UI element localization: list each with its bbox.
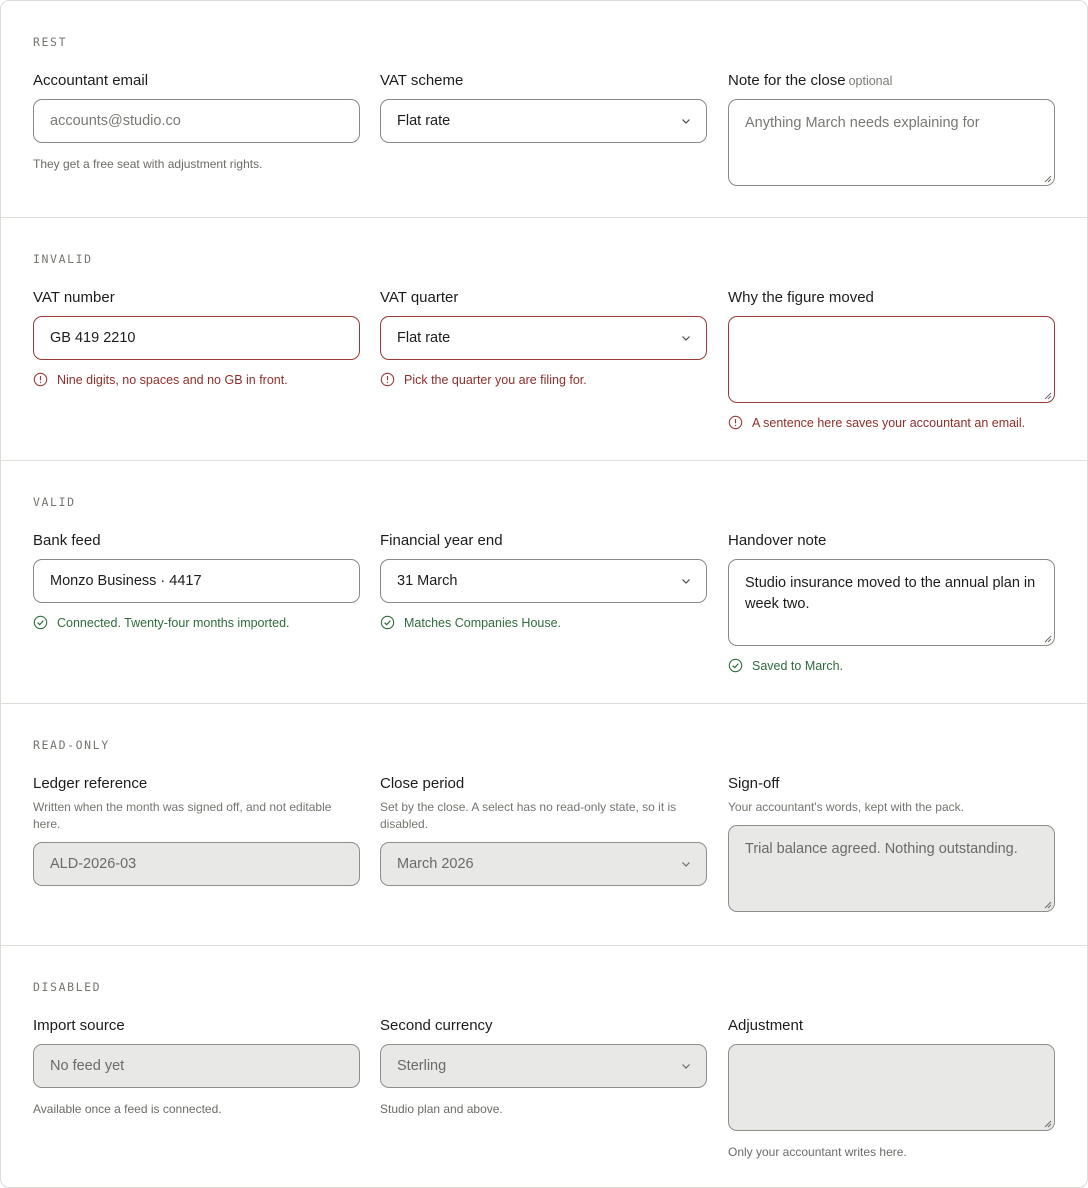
adjustment-field	[728, 1016, 1055, 1161]
field-hint: Only your accountant writes here.	[728, 1145, 907, 1159]
resize-handle-icon	[1043, 1119, 1052, 1128]
adjustment-textarea	[728, 1044, 1055, 1131]
success-text: Connected. Twenty-four months imported.	[57, 615, 290, 630]
import-source-field	[33, 1016, 360, 1118]
field-hint: They get a free seat with adjustment rights.	[33, 157, 263, 171]
field-label: Financial year end	[380, 532, 503, 549]
chevron-down-icon	[681, 576, 691, 586]
close-period-field	[380, 774, 707, 886]
chevron-down-icon	[681, 859, 691, 869]
section-invalid	[1, 218, 1087, 461]
success-message	[33, 614, 360, 631]
bank-feed-input[interactable]	[33, 559, 360, 603]
section-valid	[1, 461, 1087, 704]
resize-handle-icon[interactable]	[1043, 174, 1052, 183]
select-value: March 2026	[397, 856, 474, 872]
section-label: INVALID	[33, 252, 93, 266]
select-value: Sterling	[397, 1058, 447, 1074]
alert-circle-icon	[728, 415, 743, 430]
error-text: A sentence here saves your accountant an email.	[752, 415, 1026, 430]
check-circle-icon	[33, 615, 48, 630]
field-label: VAT number	[33, 289, 115, 306]
select-value: Flat rate	[397, 113, 451, 129]
success-text: Matches Companies House.	[404, 615, 562, 630]
select-value: 31 March	[397, 573, 458, 589]
section-label: VALID	[33, 495, 76, 509]
field-label: Adjustment	[728, 1017, 804, 1034]
chevron-down-icon	[681, 1061, 691, 1071]
success-message	[728, 657, 1055, 674]
resize-handle-icon[interactable]	[1043, 391, 1052, 400]
second-currency-select	[380, 1044, 707, 1088]
chevron-down-icon	[681, 116, 691, 126]
sign-off-field	[728, 774, 1055, 912]
field-label: Bank feed	[33, 532, 101, 549]
bank-feed-field	[33, 531, 360, 631]
error-message	[728, 414, 1055, 431]
field-label: Accountant email	[33, 72, 149, 89]
field-description: Your accountant's words, kept with the pack.	[728, 800, 964, 814]
vat-number-field	[33, 288, 360, 388]
optional-tag: optional	[848, 74, 893, 88]
field-label	[728, 71, 1055, 91]
close-note-textarea[interactable]	[728, 99, 1055, 186]
error-text: Pick the quarter you are filing for.	[404, 372, 587, 387]
close-note-field	[728, 71, 1055, 186]
input-value: GB 419 2210	[50, 330, 136, 346]
resize-handle-icon[interactable]	[1043, 634, 1052, 643]
alert-circle-icon	[33, 372, 48, 387]
handover-note-field	[728, 531, 1055, 674]
input-placeholder: accounts@studio.co	[50, 113, 181, 129]
field-label-text: Note for the close	[728, 72, 846, 89]
chevron-down-icon	[681, 333, 691, 343]
section-readonly	[1, 704, 1087, 946]
section-rest	[1, 1, 1087, 218]
input-placeholder: No feed yet	[50, 1058, 125, 1074]
field-label: VAT quarter	[380, 289, 459, 306]
year-end-select[interactable]	[380, 559, 707, 603]
input-value: ALD-2026-03	[50, 856, 137, 872]
handover-note-textarea[interactable]	[728, 559, 1055, 646]
success-message	[380, 614, 707, 631]
field-label: Why the figure moved	[728, 289, 874, 306]
close-period-select	[380, 842, 707, 886]
import-source-input	[33, 1044, 360, 1088]
field-label: Second currency	[380, 1017, 493, 1034]
why-moved-field	[728, 288, 1055, 431]
field-description: Written when the month was signed off, and not editable here.	[33, 800, 332, 831]
section-label: DISABLED	[33, 980, 102, 994]
error-message	[380, 371, 707, 388]
field-label: Sign-off	[728, 775, 780, 792]
check-circle-icon	[728, 658, 743, 673]
vat-quarter-select[interactable]	[380, 316, 707, 360]
alert-circle-icon	[380, 372, 395, 387]
year-end-field	[380, 531, 707, 631]
field-hint: Studio plan and above.	[380, 1102, 503, 1116]
vat-quarter-field	[380, 288, 707, 388]
textarea-value: Studio insurance moved to the annual plan in week two.	[745, 575, 1036, 612]
field-label: Close period	[380, 775, 465, 792]
field-description: Set by the close. A select has no read-only state, so it is disabled.	[380, 800, 677, 831]
section-disabled	[1, 946, 1087, 1188]
field-label: VAT scheme	[380, 72, 464, 89]
input-value: Monzo Business · 4417	[50, 573, 202, 589]
why-moved-textarea[interactable]	[728, 316, 1055, 403]
resize-handle-icon	[1043, 900, 1052, 909]
field-hint: Available once a feed is connected.	[33, 1102, 222, 1116]
error-message	[33, 371, 360, 388]
error-text: Nine digits, no spaces and no GB in front.	[57, 372, 288, 387]
section-label: REST	[33, 35, 68, 49]
textarea-value: Trial balance agreed. Nothing outstanding.	[745, 841, 1018, 857]
success-text: Saved to March.	[752, 658, 844, 673]
second-currency-field	[380, 1016, 707, 1118]
field-label: Handover note	[728, 532, 827, 549]
vat-scheme-select[interactable]	[380, 99, 707, 143]
textarea-placeholder: Anything March needs explaining for	[745, 115, 980, 131]
vat-number-input[interactable]	[33, 316, 360, 360]
field-label: Ledger reference	[33, 775, 148, 792]
accountant-email-field	[33, 71, 360, 173]
field-label: Import source	[33, 1017, 125, 1034]
ledger-reference-field	[33, 774, 360, 886]
select-value: Flat rate	[397, 330, 451, 346]
sign-off-textarea[interactable]	[728, 825, 1055, 912]
accountant-email-input[interactable]	[33, 99, 360, 143]
section-label: READ-ONLY	[33, 738, 110, 752]
ledger-reference-input[interactable]	[33, 842, 360, 886]
vat-scheme-field	[380, 71, 707, 143]
check-circle-icon	[380, 615, 395, 630]
